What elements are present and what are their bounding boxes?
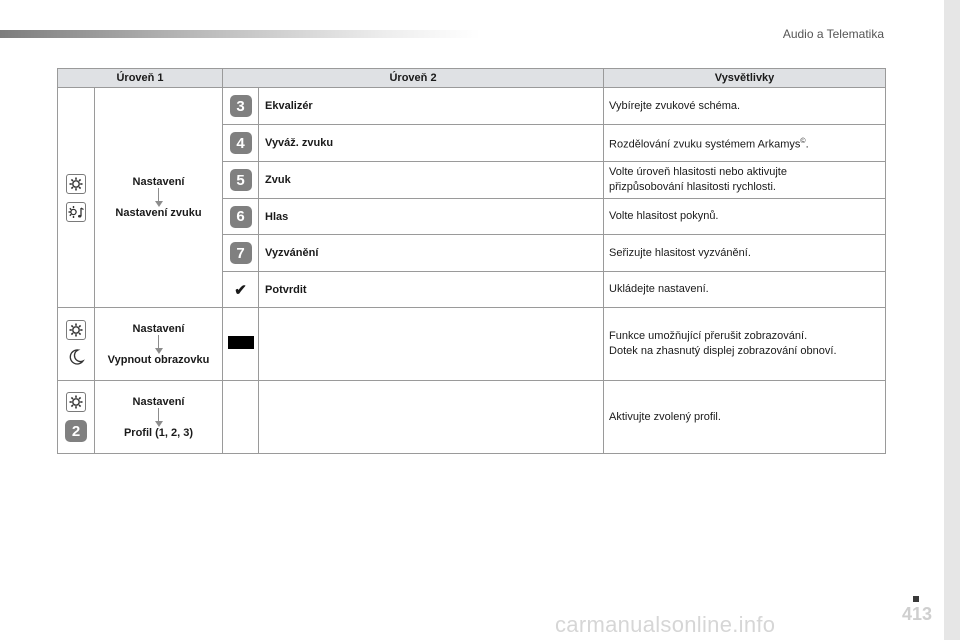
settings-gear-icon bbox=[66, 392, 86, 412]
table-header-row bbox=[58, 69, 886, 88]
item-name: Ekvalizér bbox=[259, 88, 604, 125]
level1-bottom-label: Profil (1, 2, 3) bbox=[123, 426, 194, 439]
item-name: Zvuk bbox=[259, 162, 604, 199]
group1-level1 bbox=[95, 88, 223, 308]
watermark: carmanualsonline.info bbox=[555, 612, 776, 637]
table-row bbox=[58, 381, 886, 454]
item-description: Volte úroveň hlasitosti nebo aktivujte přizpůsobování hlasitosti rychlosti. bbox=[604, 162, 886, 199]
down-arrow-icon bbox=[95, 188, 222, 207]
item-name: Potvrdit bbox=[259, 272, 604, 308]
screen-off-icon bbox=[228, 336, 254, 349]
level1-top-label: Nastavení bbox=[132, 322, 185, 335]
number-5-icon: 5 bbox=[230, 169, 252, 191]
header-level2: Úroveň 2 bbox=[223, 69, 604, 88]
down-arrow-icon bbox=[95, 408, 222, 427]
moon-icon bbox=[67, 348, 85, 369]
level1-bottom-label: Nastavení zvuku bbox=[115, 207, 202, 219]
number-3-icon: 3 bbox=[230, 95, 252, 117]
item-description: Vybírejte zvukové schéma. bbox=[604, 88, 886, 125]
group3-icons bbox=[58, 381, 95, 454]
table-row bbox=[58, 88, 886, 125]
number-2-icon: 2 bbox=[65, 420, 87, 442]
page-number: 413 bbox=[901, 604, 932, 624]
settings-gear-icon bbox=[66, 174, 86, 194]
section-title: Audio a Telematika bbox=[782, 27, 884, 41]
item-name: Vyzvánění bbox=[259, 235, 604, 272]
item-description: Funkce umožňující přerušit zobrazování. Dotek na zhasnutý displej zobrazování obnoví. bbox=[604, 308, 886, 381]
item-description: Rozdělování zvuku systémem Arkamys©. bbox=[604, 125, 886, 162]
table-row bbox=[58, 308, 886, 381]
header-explanation: Vysvětlivky bbox=[604, 69, 886, 88]
level1-top-label: Nastavení bbox=[132, 176, 185, 188]
number-7-icon: 7 bbox=[230, 242, 252, 264]
item-description: Ukládejte nastavení. bbox=[604, 272, 886, 308]
page-marker bbox=[913, 596, 919, 602]
item-name: Vyváž. zvuku bbox=[259, 125, 604, 162]
checkmark-icon: ✔ bbox=[234, 281, 247, 299]
settings-gear-icon bbox=[66, 320, 86, 340]
number-6-icon: 6 bbox=[230, 206, 252, 228]
item-description: Aktivujte zvolený profil. bbox=[604, 381, 886, 454]
group1-icons bbox=[58, 88, 95, 308]
group3-level1 bbox=[95, 381, 223, 454]
down-arrow-icon bbox=[95, 335, 222, 354]
side-strip bbox=[944, 0, 960, 640]
level1-bottom-label: Vypnout obrazovku bbox=[107, 353, 210, 366]
settings-music-icon bbox=[66, 202, 86, 222]
level1-top-label: Nastavení bbox=[132, 395, 185, 408]
header-level1: Úroveň 1 bbox=[58, 69, 223, 88]
header-gradient-bar bbox=[0, 30, 480, 38]
group2-icons bbox=[58, 308, 95, 381]
settings-table bbox=[57, 68, 886, 454]
number-4-icon: 4 bbox=[230, 132, 252, 154]
item-name: Hlas bbox=[259, 199, 604, 235]
item-description: Seřizujte hlasitost vyzvánění. bbox=[604, 235, 886, 272]
group2-level1 bbox=[95, 308, 223, 381]
item-description: Volte hlasitost pokynů. bbox=[604, 199, 886, 235]
